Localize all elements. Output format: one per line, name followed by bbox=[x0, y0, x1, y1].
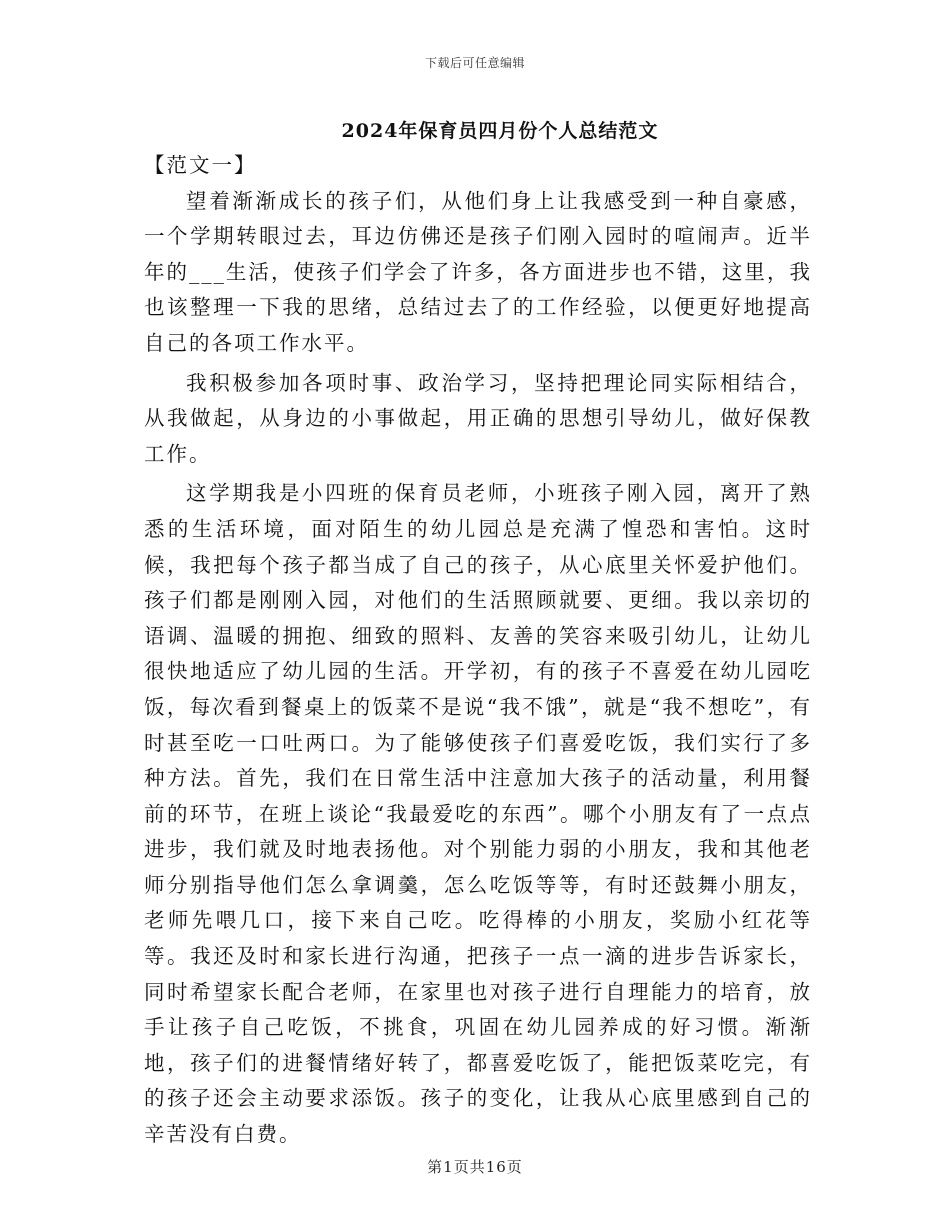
paragraph-2: 我积极参加各项时事、政治学习，坚持把理论同实际相结合，从我做起，从身边的小事做起，用正确的思想引导幼儿，做好保教工作。 bbox=[144, 370, 812, 466]
document-title: 2024年保育员四月份个人总结范文 bbox=[341, 120, 659, 142]
document-body bbox=[144, 148, 812, 1153]
header-note: 下载后可任意编辑 bbox=[424, 56, 525, 70]
paragraph-1: 望着渐渐成长的孩子们，从他们身上让我感受到一种自豪感，一个学期转眼过去，耳边仿佛还是孩子们刚入园时的喧闹声。近半年的___生活，使孩子们学会了许多，各方面进步也不错，这里，我也该整理一下我的思绪，总结过去了的工作经验，以便更好地提高自己的各项工作水平。 bbox=[144, 188, 812, 355]
section-heading: 【范文一】 bbox=[144, 153, 257, 177]
page-number: 第1页共16页 bbox=[427, 1158, 523, 1176]
paragraph-3: 这学期我是小四班的保育员老师，小班孩子刚入园，离开了熟悉的生活环境，面对陌生的幼儿园总是充满了惶恐和害怕。这时候，我把每个孩子都当成了自己的孩子，从心底里关怀爱护他们。孩子们都是刚刚入园，对他们的生活照顾就要、更细。我以亲切的语调、温暖的拥抱、细致的照料、友善的笑容来吸引幼儿，让幼儿很快地适应了幼儿园的生活。开学初，有的孩子不喜爱在幼儿园吃饭，每次看到餐桌上的饭菜不是说“我不饿”，就是“我不想吃”，有时甚至吃一口吐两口。为了能够使孩子们喜爱吃饭，我们实行了多种方法。首先，我们在日常生活中注意加大孩子的活动量，利用餐前的环节，在班上谈论“我最爱吃的东西”。哪个小朋友有了一点点进步，我们就及时地表扬他。对个别能力弱的小朋友，我和其他老师分别指导他们怎么拿调羹，怎么吃饭等等，有时还鼓舞小朋友，老师先喂几口，接下来自己吃。吃得棒的小朋友，奖励小红花等等。我还及时和家长进行沟通，把孩子一点一滴的进步告诉家长，同时希望家长配合老师，在家里也对孩子进行自理能力的培育，放手让孩子自己吃饭，不挑食，巩固在幼儿园养成的好习惯。渐渐地，孩子们的进餐情绪好转了，都喜爱吃饭了，能把饭菜吃完，有的孩子还会主动要求添饭。孩子的变化，让我从心底里感到自己的辛苦没有白费。 bbox=[144, 481, 812, 1147]
